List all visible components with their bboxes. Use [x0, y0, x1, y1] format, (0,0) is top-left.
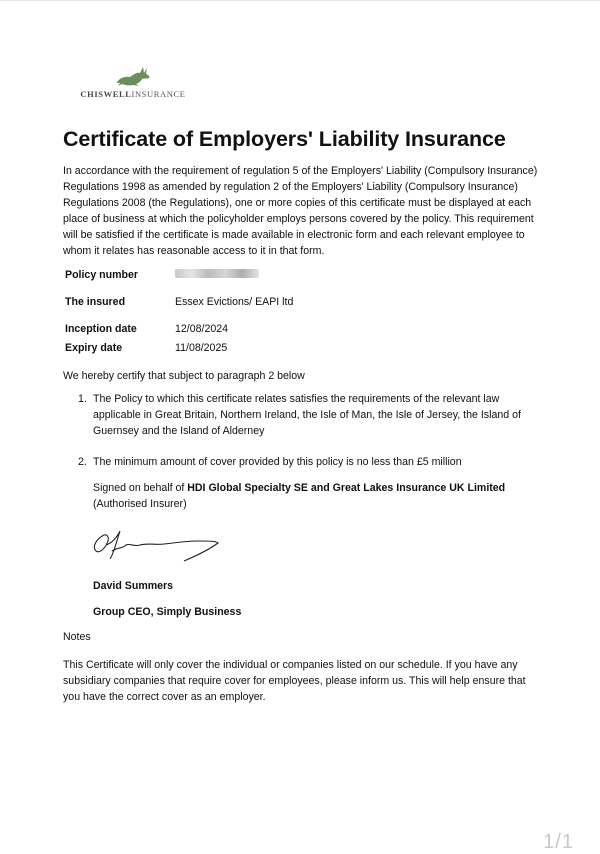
intro-paragraph: In accordance with the requirement of regulation 5 of the Employers' Liability (Compulsory Insurance) Regulations 1998 as amended by regulation 2 of the Employers' Liability (Compulsory Insurance) Regulations 2008 (the Regulations), one or more copies of this certificate must be displayed at each place of business at which the policyholder employs persons covered by the policy. This requirement will be satisfied if the certificate is made available in electronic form and each relevant employee to whom it relates has reasonable access to it in that form. [63, 165, 538, 257]
hare-icon [113, 65, 153, 87]
signer-name: David Summers [93, 580, 174, 592]
policy-number-label: Policy number [65, 269, 138, 281]
notes-paragraph: This Certificate will only cover the individual or companies listed on our schedule. If you have any subsidiary companies that require cover for employees, please inform us. This will help ensure that you have the correct cover as an employer. [63, 659, 526, 703]
signed-on-behalf: Signed on behalf of HDI Global Specialty SE and Great Lakes Insurance UK Limited (Authorised Insurer) [93, 482, 506, 510]
notes-heading: Notes [63, 631, 91, 643]
page-indicator: 1/1 [543, 831, 574, 853]
handwritten-signature [90, 521, 220, 567]
inception-label: Inception date [65, 322, 137, 335]
insured-value: Essex Evictions/ EAPI ltd [175, 296, 294, 308]
logo-wordmark: CHISWELLINSURANCE [80, 89, 186, 99]
policy-details-table [63, 265, 295, 357]
certify-statement: We hereby certify that subject to paragraph 2 below [63, 370, 305, 382]
company-logo [78, 65, 188, 105]
redacted-policy-number [175, 269, 259, 278]
policy-number-value [175, 265, 295, 285]
signer-role: Group CEO, Simply Business [93, 606, 242, 618]
insured-label: The insured [65, 296, 126, 308]
expiry-value: 11/08/2025 [175, 341, 228, 354]
inception-row [63, 319, 295, 338]
insurer-name: HDI Global Specialty SE and Great Lakes Insurance UK Limited [187, 482, 506, 494]
list-number: 1. [78, 393, 87, 405]
authorised-insurer: (Authorised Insurer) [93, 498, 187, 510]
expiry-row [63, 338, 295, 357]
inception-value: 12/08/2024 [175, 322, 229, 335]
insured-row [63, 285, 295, 319]
policy-number-row [63, 265, 295, 285]
page-title: Certificate of Employers' Liability Insurance [63, 127, 506, 151]
list-text: The Policy to which this certificate relates satisfies the requirements of the relevant law applicable in Great Britain, Northern Ireland, the Isle of Man, the Isle of Jersey, the Island of Guernsey and the Island of Alderney [93, 393, 521, 437]
list-text: The minimum amount of cover provided by this policy is no less than £5 million [93, 456, 462, 468]
list-number: 2. [78, 456, 87, 468]
expiry-label: Expiry date [65, 341, 123, 354]
